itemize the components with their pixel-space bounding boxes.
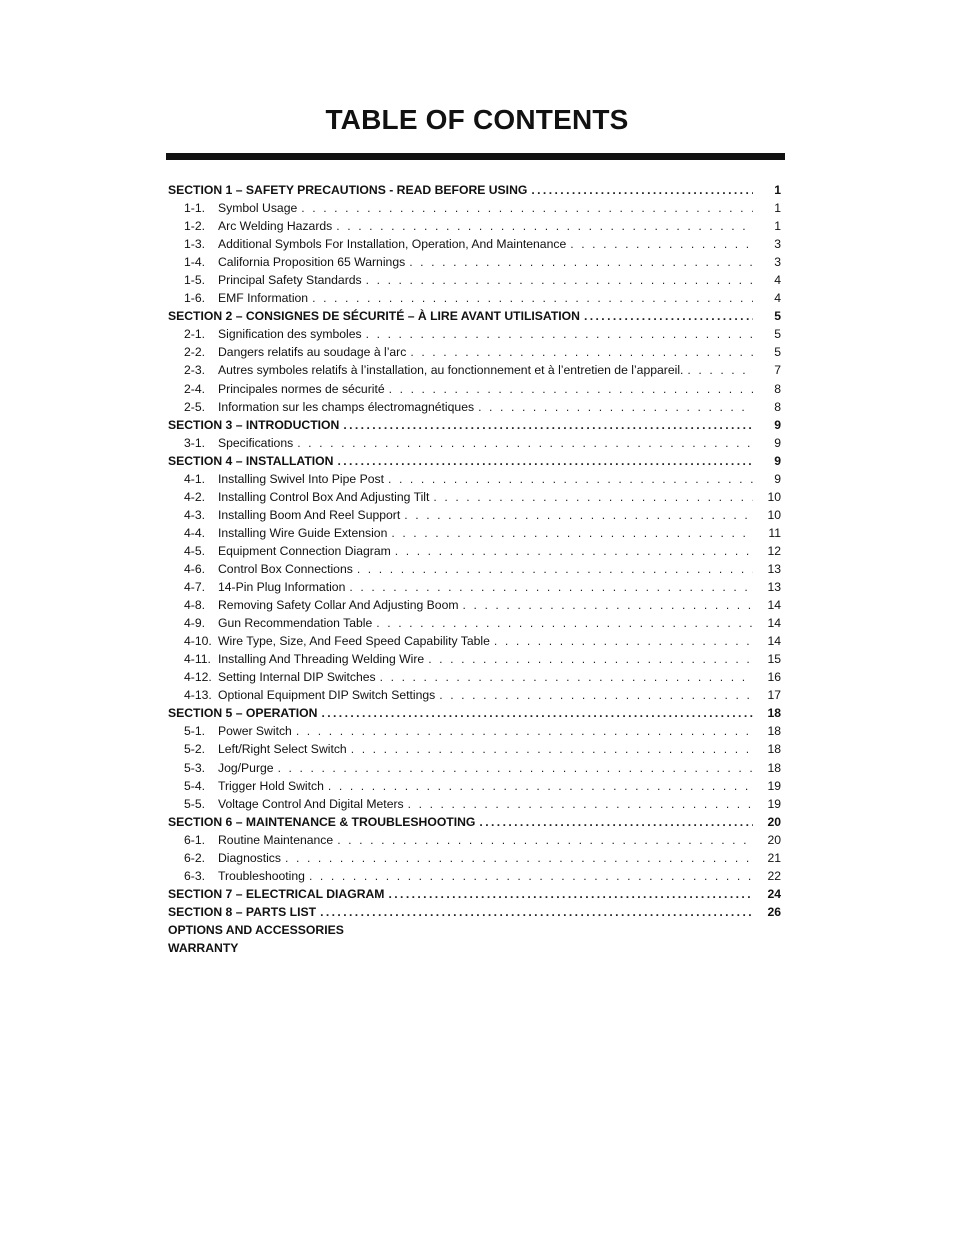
entry-number: 4-4. (184, 525, 206, 540)
entry-page-number: 5 (774, 309, 781, 324)
entry-label: Installing And Threading Welding Wire (218, 652, 425, 667)
entry-label: OPTIONS AND ACCESSORIES (168, 922, 344, 937)
toc-subsection-entry[interactable] (168, 831, 783, 849)
entry-page-number: 18 (767, 742, 781, 757)
entry-page-number: 16 (767, 670, 781, 685)
toc-subsection-entry[interactable] (168, 361, 783, 379)
entry-page-number: 14 (767, 598, 781, 613)
entry-number: 2-5. (184, 399, 206, 414)
entry-number: 5-4. (184, 778, 206, 793)
dot-leader (366, 325, 753, 343)
entry-page-number: 8 (774, 381, 781, 396)
entry-label: California Proposition 65 Warnings (218, 255, 406, 270)
entry-number: 4-7. (184, 580, 206, 595)
entry-page-number: 4 (774, 273, 781, 288)
entry-number: 4-9. (184, 616, 206, 631)
entry-label: Installing Swivel Into Pipe Post (218, 471, 384, 486)
toc-subsection-entry[interactable] (168, 380, 783, 398)
entry-page-number: 7 (774, 363, 781, 378)
dot-leader (687, 361, 753, 379)
entry-page-number: 22 (767, 868, 781, 883)
entry-number: 3-1. (184, 435, 206, 450)
entry-label: SECTION 6 – MAINTENANCE & TROUBLESHOOTING (168, 814, 476, 829)
entry-label: Power Switch (218, 724, 292, 739)
dot-leader (312, 289, 753, 307)
entry-page-number: 11 (768, 525, 781, 540)
entry-number: 4-2. (184, 489, 206, 504)
toc-section-entry[interactable] (168, 416, 783, 434)
entry-label: SECTION 8 – PARTS LIST (168, 904, 317, 919)
dot-leader (328, 777, 753, 795)
entry-label: Signification des symboles (218, 327, 362, 342)
entry-label: Setting Internal DIP Switches (218, 670, 376, 685)
toc-section-entry[interactable] (168, 813, 783, 831)
toc-subsection-entry[interactable] (168, 506, 783, 524)
dot-leader (409, 253, 753, 271)
entry-number: 4-10. (184, 634, 212, 649)
entry-label: Diagnostics (218, 850, 281, 865)
toc-subsection-entry[interactable] (168, 668, 783, 686)
dot-leader (410, 343, 753, 361)
toc-subsection-entry[interactable] (168, 488, 783, 506)
entry-page-number: 18 (767, 706, 781, 721)
entry-page-number: 8 (774, 399, 781, 414)
entry-page-number: 9 (774, 471, 781, 486)
entry-page-number: 9 (774, 417, 781, 432)
entry-number: 1-4. (184, 255, 206, 270)
entry-page-number: 13 (767, 580, 781, 595)
toc-section-entry[interactable] (168, 903, 783, 921)
dot-leader (531, 181, 753, 199)
dot-leader (366, 271, 753, 289)
entry-label: 14-Pin Plug Information (218, 580, 346, 595)
entry-label: EMF Information (218, 291, 309, 306)
entry-page-number: 9 (774, 453, 781, 468)
entry-number: 4-13. (184, 688, 212, 703)
toc-subsection-entry[interactable] (168, 560, 783, 578)
toc-subsection-entry[interactable] (168, 217, 783, 235)
toc-subsection-entry[interactable] (168, 289, 783, 307)
dot-leader (351, 740, 753, 758)
entry-page-number: 13 (767, 561, 781, 576)
toc-section-entry[interactable] (168, 181, 783, 199)
entry-number: 1-2. (184, 219, 206, 234)
table-of-contents (168, 181, 783, 957)
entry-page-number: 12 (767, 543, 781, 558)
entry-label: SECTION 1 – SAFETY PRECAUTIONS - READ BEFORE USING (168, 183, 528, 197)
entry-number: 5-1. (184, 724, 206, 739)
entry-page-number: 3 (774, 237, 781, 252)
dot-leader (388, 885, 753, 903)
toc-subsection-entry[interactable] (168, 849, 783, 867)
entry-label: Routine Maintenance (218, 832, 334, 847)
toc-subsection-entry[interactable] (168, 542, 783, 560)
entry-label: Left/Right Select Switch (218, 742, 347, 757)
entry-page-number: 26 (767, 904, 781, 919)
entry-page-number: 5 (774, 327, 781, 342)
entry-label: Removing Safety Collar And Adjusting Boom (218, 598, 459, 613)
entry-page-number: 15 (767, 652, 781, 667)
entry-label: Trigger Hold Switch (218, 778, 324, 793)
entry-page-number: 10 (767, 489, 781, 504)
entry-number: 1-1. (184, 201, 206, 216)
entry-label: Installing Boom And Reel Support (218, 507, 401, 522)
entry-label: Wire Type, Size, And Feed Speed Capability Table (218, 634, 490, 649)
entry-label: Autres symboles relatifs à l’installation, au fonctionnement et à l’entretien de l’appareil. (218, 363, 684, 378)
toc-subsection-entry[interactable] (168, 235, 783, 253)
dot-leader (320, 903, 753, 921)
dot-leader (301, 199, 753, 217)
entry-page-number: 10 (767, 507, 781, 522)
dot-leader (391, 524, 753, 542)
dot-leader (463, 596, 754, 614)
entry-label: Arc Welding Hazards (218, 219, 333, 234)
toc-subsection-entry[interactable] (168, 470, 783, 488)
toc-subsection-entry[interactable] (168, 596, 783, 614)
entry-label: Gun Recommendation Table (218, 616, 373, 631)
entry-label: Specifications (218, 435, 294, 450)
dot-leader (297, 434, 753, 452)
dot-leader (389, 380, 753, 398)
entry-number: 1-5. (184, 273, 206, 288)
entry-page-number: 18 (767, 760, 781, 775)
toc-section-entry[interactable] (168, 885, 783, 903)
toc-subsection-entry[interactable] (168, 759, 783, 777)
toc-subsection-entry[interactable] (168, 524, 783, 542)
entry-page-number: 14 (767, 634, 781, 649)
toc-subsection-entry[interactable] (168, 795, 783, 813)
entry-number: 4-12. (184, 670, 212, 685)
entry-number: 4-6. (184, 561, 206, 576)
entry-number: 6-1. (184, 832, 206, 847)
entry-page-number: 19 (767, 778, 781, 793)
toc-section-entry[interactable] (168, 704, 783, 722)
entry-page-number: 5 (774, 345, 781, 360)
entry-label: Principales normes de sécurité (218, 381, 385, 396)
dot-leader (321, 704, 753, 722)
toc-subsection-entry[interactable] (168, 614, 783, 632)
dot-leader (285, 849, 753, 867)
entry-page-number: 3 (774, 255, 781, 270)
entry-label: WARRANTY (168, 940, 239, 955)
toc-subsection-entry[interactable] (168, 434, 783, 452)
entry-page-number: 14 (767, 616, 781, 631)
dot-leader (428, 650, 753, 668)
entry-label: Symbol Usage (218, 201, 298, 216)
toc-subsection-entry[interactable] (168, 686, 783, 704)
entry-label: Additional Symbols For Installation, Operation, And Maintenance (218, 237, 567, 252)
toc-section-entry[interactable] (168, 939, 783, 957)
dot-leader (296, 722, 753, 740)
entry-label: Voltage Control And Digital Meters (218, 796, 404, 811)
dot-leader (349, 578, 753, 596)
toc-section-entry[interactable] (168, 921, 783, 939)
entry-number: 2-4. (184, 381, 206, 396)
toc-subsection-entry[interactable] (168, 867, 783, 885)
dot-leader (584, 307, 753, 325)
entry-number: 6-3. (184, 868, 206, 883)
entry-label: Information sur les champs électromagnétiques (218, 399, 475, 414)
toc-section-entry[interactable] (168, 307, 783, 325)
entry-label: Troubleshooting (218, 868, 305, 883)
entry-page-number: 19 (767, 796, 781, 811)
page-title: TABLE OF CONTENTS (325, 104, 629, 135)
entry-label: SECTION 3 – INTRODUCTION (168, 417, 340, 432)
entry-page-number: 4 (774, 291, 781, 306)
entry-number: 4-11. (184, 652, 211, 667)
toc-subsection-entry[interactable] (168, 199, 783, 217)
entry-number: 4-3. (184, 507, 206, 522)
dot-leader (357, 560, 753, 578)
toc-subsection-entry[interactable] (168, 398, 783, 416)
entry-label: Dangers relatifs au soudage à l’arc (218, 345, 407, 360)
entry-page-number: 20 (767, 814, 781, 829)
entry-number: 5-5. (184, 796, 206, 811)
entry-page-number: 20 (767, 832, 781, 847)
entry-number: 4-5. (184, 543, 206, 558)
entry-page-number: 17 (767, 688, 781, 703)
dot-leader (278, 759, 753, 777)
dot-leader (343, 416, 753, 434)
dot-leader (309, 867, 753, 885)
entry-label: Installing Wire Guide Extension (218, 525, 388, 540)
entry-number: 4-1. (184, 471, 206, 486)
toc-subsection-entry[interactable] (168, 722, 783, 740)
entry-label: SECTION 7 – ELECTRICAL DIAGRAM (168, 886, 385, 901)
entry-number: 6-2. (184, 850, 206, 865)
entry-number: 1-6. (184, 291, 206, 306)
entry-page-number: 24 (767, 886, 781, 901)
entry-page-number: 1 (774, 183, 781, 197)
dot-leader (408, 795, 753, 813)
dot-leader (404, 506, 753, 524)
toc-subsection-entry[interactable] (168, 271, 783, 289)
entry-number: 2-2. (184, 345, 206, 360)
dot-leader (478, 398, 753, 416)
dot-leader (336, 217, 753, 235)
toc-subsection-entry[interactable] (168, 253, 783, 271)
entry-label: Installing Control Box And Adjusting Tilt (218, 489, 430, 504)
dot-leader (388, 470, 753, 488)
toc-subsection-entry[interactable] (168, 650, 783, 668)
entry-page-number: 21 (767, 850, 781, 865)
dot-leader (395, 542, 753, 560)
toc-section-entry[interactable] (168, 452, 783, 470)
entry-page-number: 1 (774, 219, 781, 234)
entry-label: Principal Safety Standards (218, 273, 362, 288)
entry-label: Control Box Connections (218, 561, 353, 576)
dot-leader (376, 614, 753, 632)
entry-number: 2-1. (184, 327, 206, 342)
dot-leader (433, 488, 753, 506)
dot-leader (494, 632, 753, 650)
entry-label: Equipment Connection Diagram (218, 543, 391, 558)
entry-number: 4-8. (184, 598, 206, 613)
toc-subsection-entry[interactable] (168, 740, 783, 758)
dot-leader (439, 686, 753, 704)
dot-leader (337, 831, 753, 849)
entry-label: SECTION 4 – INSTALLATION (168, 453, 334, 468)
dot-leader (479, 813, 753, 831)
entry-number: 1-3. (184, 237, 206, 252)
entry-number: 2-3. (184, 363, 206, 378)
dot-leader (570, 235, 753, 253)
toc-subsection-entry[interactable] (168, 632, 783, 650)
entry-number: 5-2. (184, 742, 206, 757)
entry-page-number: 9 (774, 435, 781, 450)
entry-label: SECTION 5 – OPERATION (168, 706, 318, 721)
entry-page-number: 1 (774, 201, 781, 216)
dot-leader (380, 668, 753, 686)
toc-subsection-entry[interactable] (168, 343, 783, 361)
entry-page-number: 18 (767, 724, 781, 739)
entry-number: 5-3. (184, 760, 206, 775)
entry-label: Optional Equipment DIP Switch Settings (218, 688, 436, 703)
title-rule (166, 153, 785, 160)
entry-label: SECTION 2 – CONSIGNES DE SÉCURITÉ – À LIRE AVANT UTILISATION (168, 309, 580, 324)
entry-label: Jog/Purge (218, 760, 274, 775)
toc-subsection-entry[interactable] (168, 325, 783, 343)
toc-subsection-entry[interactable] (168, 777, 783, 795)
toc-subsection-entry[interactable] (168, 578, 783, 596)
dot-leader (337, 452, 753, 470)
